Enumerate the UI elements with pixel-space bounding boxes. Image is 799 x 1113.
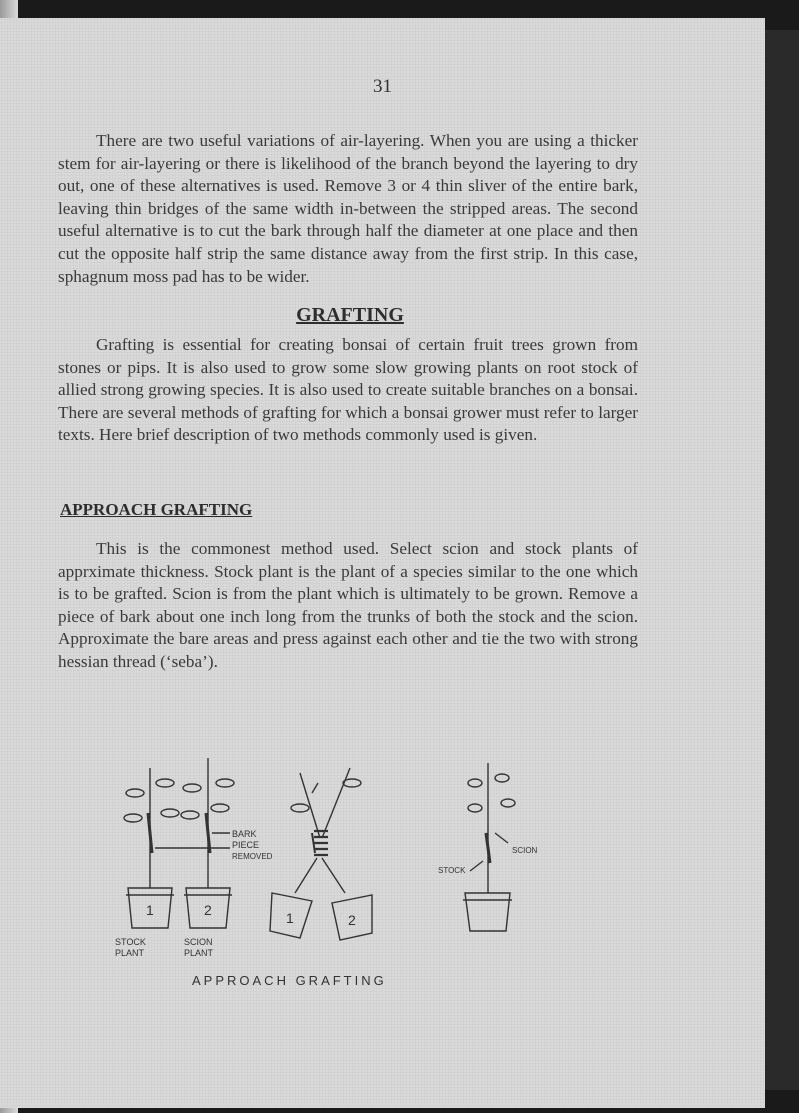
stock-plant-label-1: STOCK <box>115 937 146 947</box>
leaf <box>161 809 179 817</box>
pot-2-label: 2 <box>204 902 212 918</box>
pot-result <box>465 893 510 931</box>
heading-approach-grafting: APPROACH GRAFTING <box>60 500 253 519</box>
bark-label-line3: REMOVED <box>232 852 273 861</box>
pot-1-label: 1 <box>146 902 154 918</box>
pot-4-label: 2 <box>348 912 356 928</box>
heading-grafting: GRAFTING <box>296 304 404 326</box>
leaf <box>126 789 144 797</box>
page-number: 31 <box>373 76 392 97</box>
bark-label-line1: BARK <box>232 829 257 839</box>
scion-label: SCION <box>512 846 538 855</box>
figure-caption: APPROACH GRAFTING <box>192 973 387 988</box>
paragraph-air-layering-variations: There are two useful variations of air-layering. When you are using a thicker stem for air-layering or there is likelihood of the branch beyond the layering to dry out, one of these alternatives is used. Remove 3 or 4 thin sliver of the entire bark, leaving thin bridges of the same width in-between the stripped areas. The second useful alternative is to cut the bark through half the diameter at one place and then cut the opposite half strip the same distance away from the first strip. In this case, sphagnum moss pad has to be wider. <box>58 131 638 286</box>
leaf <box>124 814 142 822</box>
pot-3-label: 1 <box>286 910 294 926</box>
stock-label: STOCK <box>438 866 466 875</box>
leaf <box>156 779 174 787</box>
scion-plant-label-1: SCION <box>184 937 213 947</box>
paragraph-approach-grafting: This is the commonest method used. Select scion and stock plants of apprximate thickness. Stock plant is the plant of a species similar to the one which is to be grafted. Scion is from the plant which is ultimately to be grown. Remove a piece of bark about one inch long from the trunks of both the stock and the scion. Approximate the bare areas and press against each other and tie the two with strong hessian thread (‘seba’). <box>58 539 638 671</box>
approach-grafting-illustration <box>100 753 580 993</box>
book-spine-edge <box>765 30 799 1090</box>
book-page <box>0 18 765 1108</box>
stock-plant-label-2: PLANT <box>115 948 145 958</box>
scion-plant-label-2: PLANT <box>184 948 214 958</box>
bark-label-line2: PIECE <box>232 840 260 850</box>
paragraph-grafting-intro: Grafting is essential for creating bonsai of certain fruit trees grown from stones or pips. It is also used to grow some slow growing plants on root stock of allied strong growing species. It is also used to create suitable branches on a bonsai. There are several methods of grafting for which a bonsai grower must refer to larger texts. Here brief description of two methods commonly used is given. <box>58 335 638 445</box>
